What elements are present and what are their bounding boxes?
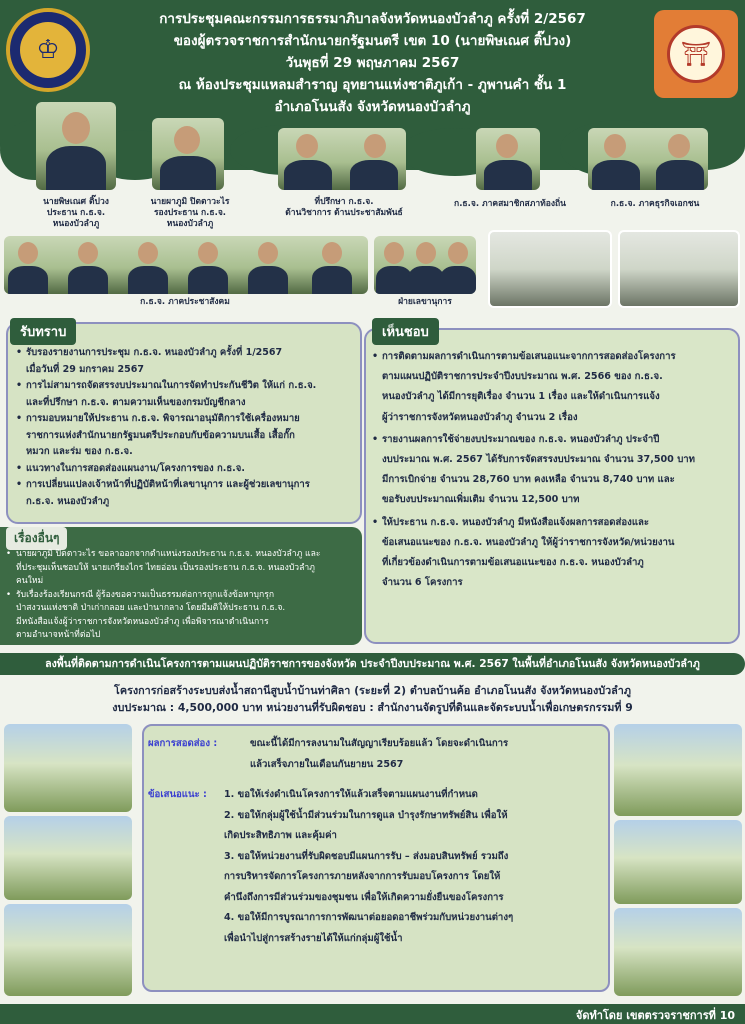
field-photo (614, 724, 742, 816)
caption-advisors (264, 197, 424, 219)
acknowledge-title: รับทราบ (10, 318, 76, 345)
list-item: • การเปลี่ยนแปลงเจ้าหน้าที่ปฏิบัติหน้าที่เลขานุการ และผู้ช่วยเลขานุการ ก.ธ.จ. หนองบัวลำภู (16, 477, 354, 510)
field-photo (4, 724, 132, 812)
approve-title: เห็นชอบ (372, 318, 439, 345)
footer-bar (0, 1004, 745, 1024)
title-line-4: ณ ห้องประชุมแหลมสำราญ อุทยานแห่งชาติภูเก้า - ภูพานคำ ชั้น 1 (178, 77, 567, 93)
caption-private-sector (590, 199, 720, 210)
caption-private-sector-text: ก.ธ.จ. ภาคธุรกิจเอกชน (610, 199, 700, 209)
field-visit-banner: ลงพื้นที่ติดตามการดำเนินโครงการตามแผนปฏิบัติราชการของจังหวัด ประจำปีงบประมาณ พ.ศ. 2567 ในพื้นที่อำเภอโนนสัง จังหวัดหนองบัวลำภู (0, 653, 745, 675)
government-seal-icon: ♔ (6, 8, 90, 92)
list-item: • ให้ประธาน ก.ธ.จ. หนองบัวลำภู มีหนังสือแจ้งผลการสอดส่องและ ข้อเสนอแนะของ ก.ธ.จ. หนองบัวลำภู ให้ผู้ว่าราชการจังหวัด/หน่วยงาน ที่เกี่ยวข้องดำเนินการตามข้อเสนอแนะของ ก.ธ.จ. หนองบัวลำภู จำนวน 6 โครงการ (372, 513, 734, 594)
title-line-2: ของผู้ตรวจราชการสำนักนายกรัฐมนตรี เขต 10 (นายพิษเณศ ติ๊ปวง) (173, 33, 572, 49)
field-photo (4, 816, 132, 900)
eval-suggest-label (148, 785, 207, 806)
other-matters-title: เรื่องอื่นๆ (6, 527, 67, 550)
field-photo (614, 820, 742, 904)
caption-vice-chairman (140, 197, 240, 230)
members-photo (588, 128, 708, 190)
caption-local-council-text: ก.ธ.จ. ภาคสมาชิกสภาท้องถิ่น (454, 199, 566, 209)
member-photo (476, 128, 540, 190)
list-item: • นายผาภูมิ ปิตตาวะไร ขอลาออกจากตำแหน่งรองประธาน ก.ธ.จ. หนองบัวลำภู และ ที่ประชุมเห็นชอบให้ นายเกรียงไกร ไทยอ่อน เป็นรองประธาน ก.ธ.จ. หนองบัวลำภู คนใหม่ (6, 548, 358, 589)
other-matters-list (6, 548, 358, 643)
eval-suggest-label-text: ข้อเสนอแนะ : (148, 789, 207, 800)
footer-credit: จัดทำโดย เขตตรวจราชการที่ 10 (575, 1009, 735, 1022)
civil-society-photo (4, 236, 368, 294)
suggestion-item: 4. ขอให้มีการบูรณาการการพัฒนาต่อยอดอาชีพร่วมกับหน่วยงานต่างๆ เพื่อนำไปสู่การสร้างรายได้ให้แก่กลุ่มผู้ใช้น้ำ (224, 912, 514, 944)
caption-civil-society-text: ก.ธ.จ. ภาคประชาสังคม (140, 297, 230, 307)
caption-civil-society (110, 297, 260, 308)
caption-secretariat-text: ฝ่ายเลขานุการ (398, 297, 452, 307)
caption-advisors-text: ที่ปรึกษา ก.ธ.จ. ด้านวิชาการ ด้านประชาสัมพันธ์ (285, 197, 403, 218)
project-budget: งบประมาณ : 4,500,000 บาท หน่วยงานที่รับผิดชอบ : สำนักงานจัดรูปที่ดินและจัดระบบน้ำเพื่อเกษตรกรรมที่ 9 (112, 701, 633, 714)
suggestion-item: 1. ขอให้เร่งดำเนินโครงการให้แล้วเสร็จตามแผนงานที่กำหนด (224, 789, 478, 800)
suggestion-item: 2. ขอให้กลุ่มผู้ใช้น้ำมีส่วนร่วมในการดูแล บำรุงรักษาทรัพย์สิน เพื่อให้ เกิดประสิทธิภาพ และคุ้มค่า (224, 809, 508, 841)
list-item: • รับเรื่องร้องเรียนกรณี ผู้ร้องขอความเป็นธรรมต่อการถูกแจ้งข้อหาบุกรุก ป่าสงวนแห่งชาติ ป่าเก่ากลอย และป่านากลาง โดยมีมติให้ประธาน ก.ธ.จ. มีหนังสือแจ้งผู้ว่าราชการจังหวัดหนองบัวลำภู เพื่อพิจารณาดำเนินการ ตามอำนาจหน้าที่ต่อไป (6, 589, 358, 643)
suggestion-item: 3. ขอให้หน่วยงานที่รับผิดชอบมีแผนการรับ – ส่งมอบสินทรัพย์ รวมถึง การบริหารจัดการโครงการภายหลังจากการรับมอบโครงการ โดยให้ คำนึงถึงการมีส่วนร่วมของชุมชน เพื่อให้เกิดความยั่งยืนของโครงการ (224, 850, 509, 903)
secretariat-photo (374, 236, 476, 294)
project-name: โครงการก่อสร้างระบบส่งน้ำสถานีสูบน้ำบ้านท่าศิลา (ระยะที่ 2) ตำบลบ้านค้อ อำเภอโนนสัง จังหวัดหนองบัวลำภู (114, 684, 631, 697)
project-info (0, 682, 745, 716)
province-seal-icon: ⛩ (654, 10, 738, 98)
list-item: • การติดตามผลการดำเนินการตามข้อเสนอแนะจากการสอดส่องโครงการ ตามแผนปฏิบัติราชการประจำปีงบประมาณ พ.ศ. 2566 ของ ก.ธ.จ. หนองบัวลำภู ได้มีการยุติเรื่อง จำนวน 1 เรื่อง และให้ดำเนินการแจ้ง ผู้ว่าราชการจังหวัดหนองบัวลำภู จำนวน 2 เรื่อง (372, 347, 734, 428)
acknowledge-list (16, 345, 354, 510)
approve-list (372, 347, 734, 593)
list-item: • การไม่สามารถจัดสรรงบประมาณในการจัดทำประกันชีวิต ให้แก่ ก.ธ.จ. และที่ปรึกษา ก.ธ.จ. ตามความเห็นของกรมบัญชีกลาง (16, 378, 354, 411)
title-line-3: วันพุธที่ 29 พฤษภาคม 2567 (285, 55, 460, 71)
caption-secretariat (374, 297, 476, 308)
list-item: • การมอบหมายให้ประธาน ก.ธ.จ. พิจารณาอนุมัติการใช้เครื่องหมาย ราชการแห่งสำนักนายกรัฐมนตรีประกอบกับข้อความบนเสื้อ เสื้อกั๊ก หมวก และร่ม ของ ก.ธ.จ. (16, 411, 354, 461)
meeting-room-photo (618, 230, 740, 308)
caption-local-council (440, 199, 580, 210)
suggestion-list (224, 785, 604, 949)
title-line-1: การประชุมคณะกรรมการธรรมาภิบาลจังหวัดหนองบัวลำภู ครั้งที่ 2/2567 (159, 11, 586, 27)
list-item: • รายงานผลการใช้จ่ายงบประมาณของ ก.ธ.จ. หนองบัวลำภู ประจำปี งบประมาณ พ.ศ. 2567 ได้รับการจัดสรรงบประมาณ จำนวน 37,500 บาท มีการเบิกจ่าย จำนวน 28,760 บาท คงเหลือ จำนวน 8,740 บาท และ ขอรับงบประมาณเพิ่มเติม จำนวน 12,500 บาท (372, 430, 734, 511)
eval-result-label (148, 734, 217, 755)
eval-result-label-text: ผลการสอดส่อง : (148, 738, 218, 749)
list-item: • รับรองรายงานการประชุม ก.ธ.จ. หนองบัวลำภู ครั้งที่ 1/2567 เมื่อวันที่ 29 มกราคม 2567 (16, 345, 354, 378)
advisors-photo (278, 128, 406, 190)
caption-chairman (16, 197, 136, 230)
page-title (95, 8, 650, 118)
landscape-photo (614, 908, 742, 996)
caption-chairman-text: นายพิษเณศ ติ๊ปวง ประธาน ก.ธ.จ. หนองบัวลำภู (43, 197, 109, 229)
member-photo (36, 102, 116, 190)
title-line-5: อำเภอโนนสัง จังหวัดหนองบัวลำภู (274, 99, 471, 115)
member-photo (152, 118, 224, 190)
list-item: • แนวทางในการสอดส่องแผนงาน/โครงการของ ก.ธ.จ. (16, 461, 354, 478)
meeting-room-photo (488, 230, 612, 308)
caption-vice-chairman-text: นายผาภูมิ ปิตตาวะไร รองประธาน ก.ธ.จ. หนองบัวลำภู (150, 197, 230, 229)
canal-photo (4, 904, 132, 996)
eval-result-text: ขณะนี้ได้มีการลงนามในสัญญาเรียบร้อยแล้ว โดยจะดำเนินการ แล้วเสร็จภายในเดือนกันยายน 2567 (250, 738, 509, 770)
